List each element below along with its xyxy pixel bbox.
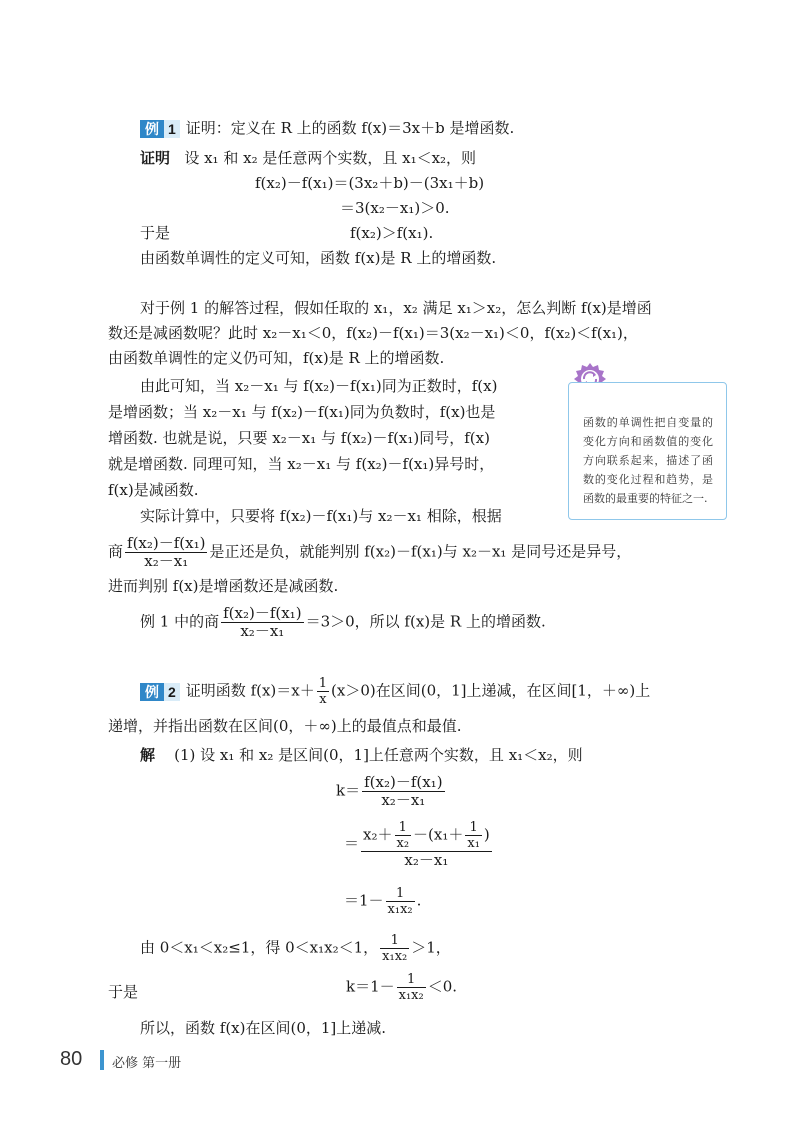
example-tag-number: 2: [164, 683, 180, 701]
one-over-x: [317, 676, 329, 707]
example-tag-label: 例: [140, 683, 164, 701]
one-over-x1-num: 1: [465, 820, 482, 836]
discussion-p2-line2: 是增函数；当 x₂－x₁ 与 f(x₂)－f(x₁)同为负数时，f(x)也是: [108, 403, 496, 421]
example1-quotient-numerator: f(x₂)－f(x₁): [223, 604, 302, 622]
k-equation-3: [344, 886, 421, 917]
one-over-x1: [465, 820, 482, 851]
one-over-x2-den: x₂: [396, 836, 410, 851]
from-prefix: 由 0＜x₁＜x₂≤1，得 0＜x₁x₂＜1，: [140, 938, 379, 957]
example2-heading: [140, 676, 650, 707]
solution-intro: (1) 设 x₁ 和 x₂ 是区间(0，1]上任意两个实数，且 x₁＜x₂，则: [174, 746, 583, 764]
one-over-x1x2: [386, 886, 415, 917]
step3-end: .: [416, 891, 422, 910]
discussion-p1-line1: 对于例 1 的解答过程，假如任取的 x₁，x₂ 满足 x₁＞x₂，怎么判断 f(x)是增函: [140, 299, 652, 317]
one-over-x1x2-b-num: 1: [380, 933, 409, 949]
k-result-suffix: ＜0.: [427, 977, 458, 996]
one-over-x2: [395, 820, 412, 851]
proof-intro-line: [140, 148, 476, 168]
from-suffix: ＞1，: [411, 938, 451, 957]
solution-label: 解: [140, 746, 156, 764]
eq-sign: ＝: [344, 834, 360, 853]
k-denominator: x₂－x₁: [381, 791, 426, 809]
p4-suffix: ＝3＞0，所以 f(x)是 R 上的增函数.: [305, 612, 546, 631]
example1-heading: [140, 118, 514, 138]
k-quotient: [362, 774, 444, 809]
discussion-p1-line2: 数还是减函数呢？此时 x₂－x₁＜0，f(x₂)－f(x₁)＝3(x₂－x₁)＜0，f(x₂)＜f(x₁)，: [108, 324, 638, 342]
discussion-p2-line3: 增函数. 也就是说，只要 x₂－x₁ 与 f(x₂)－f(x₁)同号，f(x): [108, 429, 490, 447]
sidenote-box: [568, 382, 727, 520]
k-expanded-fraction: [361, 820, 492, 869]
book-title: 必修 第一册: [112, 1056, 182, 1071]
step3-prefix: ＝1－: [344, 891, 384, 910]
example2-statement-b: (x＞0)在区间(0，1]上递减，在区间[1，＋∞)上: [331, 681, 651, 700]
discussion-p4: [140, 605, 546, 640]
final-conclusion: 所以，函数 f(x)在区间(0，1]上递减.: [140, 1019, 387, 1037]
so-label: 于是: [140, 224, 171, 242]
k-equation-2: [344, 820, 494, 869]
example1-quotient-denominator: x₂－x₁: [240, 622, 285, 640]
discussion-p3-line2: [108, 535, 631, 570]
example1-statement: 证明：定义在 R 上的函数 f(x)＝3x＋b 是增函数.: [185, 119, 515, 137]
discussion-p3-line3: 进而判别 f(x)是增函数还是减函数.: [108, 577, 339, 595]
k-numerator: f(x₂)－f(x₁): [364, 773, 443, 791]
discussion-p3-line1: 实际计算中，只要将 f(x₂)－f(x₁)与 x₂－x₁ 相除，根据: [140, 507, 502, 525]
example1-quotient: [221, 605, 303, 640]
proof-equation-2: ＝3(x₂－x₁)＞0.: [340, 199, 450, 217]
proof-equation-3: f(x₂)＞f(x₁).: [350, 224, 434, 242]
x2-plus: x₂＋: [363, 825, 393, 844]
discussion-p2-line5: f(x)是减函数.: [108, 481, 199, 499]
discussion-p2-line4: 就是增函数. 同理可知，当 x₂－x₁ 与 f(x₂)－f(x₁)异号时，: [108, 455, 495, 473]
quotient-denominator: x₂－x₁: [144, 552, 189, 570]
quotient-prefix: 商: [108, 542, 124, 561]
proof-intro: 设 x₁ 和 x₂ 是任意两个实数，且 x₁＜x₂，则: [184, 149, 477, 167]
k-equation-1: [336, 774, 447, 809]
one-over-x1x2-c-den: x₁x₂: [398, 988, 424, 1003]
example-tag-number: 1: [164, 120, 180, 138]
quotient-suffix: 是正还是负，就能判别 f(x₂)－f(x₁)与 x₂－x₁ 是同号还是异号，: [209, 542, 632, 561]
so-label-2: 于是: [108, 983, 139, 1001]
one-over-x1x2-c: [397, 972, 426, 1003]
k-expanded-denominator: x₂－x₁: [404, 851, 449, 869]
example2-statement-a: 证明函数 f(x)＝x＋: [185, 681, 315, 700]
footer-divider: [100, 1050, 104, 1070]
example-tag-label: 例: [140, 120, 164, 138]
page-number: 80: [60, 1048, 83, 1070]
one-over-x1x2-b: [380, 933, 409, 964]
one-over-x1x2-den: x₁x₂: [387, 902, 413, 917]
p4-prefix: 例 1 中的商: [140, 612, 220, 631]
one-over-x1x2-num: 1: [386, 886, 415, 902]
proof-label: 证明: [140, 149, 171, 167]
minus-paren: －(x₁＋: [413, 825, 464, 844]
from-line: [140, 933, 451, 964]
difference-quotient: [125, 535, 207, 570]
close-paren: ): [483, 825, 490, 844]
k-label: k＝: [336, 781, 361, 800]
discussion-p2-line1: 由此可知，当 x₂－x₁ 与 f(x₂)－f(x₁)同为正数时，f(x): [140, 377, 498, 395]
one-over-x1-den: x₁: [467, 836, 480, 851]
one-over-x1x2-c-num: 1: [397, 972, 426, 988]
one-over-x-den: x: [319, 692, 327, 707]
solution-intro-line: [140, 745, 583, 765]
proof-equation-1: f(x₂)－f(x₁)＝(3x₂＋b)－(3x₁＋b): [255, 174, 485, 192]
k-result: [346, 972, 457, 1003]
sidenote-text: 函数的单调性把自变量的变化方向和函数值的变化方向联系起来，描述了函数的变化过程和趋势，是函数的最重要的特征之一.: [583, 416, 713, 505]
k-result-prefix: k＝1－: [346, 977, 395, 996]
discussion-p1-line3: 由函数单调性的定义仍可知，f(x)是 R 上的增函数.: [108, 349, 445, 367]
proof-conclusion: 由函数单调性的定义可知，函数 f(x)是 R 上的增函数.: [140, 249, 497, 267]
example2-statement-line2: 递增，并指出函数在区间(0，＋∞)上的最值点和最值.: [108, 717, 462, 735]
one-over-x-num: 1: [318, 676, 328, 691]
one-over-x2-num: 1: [395, 820, 412, 836]
k-expanded-numerator: [361, 820, 492, 852]
one-over-x1x2-b-den: x₁x₂: [382, 949, 408, 964]
quotient-numerator: f(x₂)－f(x₁): [127, 534, 206, 552]
